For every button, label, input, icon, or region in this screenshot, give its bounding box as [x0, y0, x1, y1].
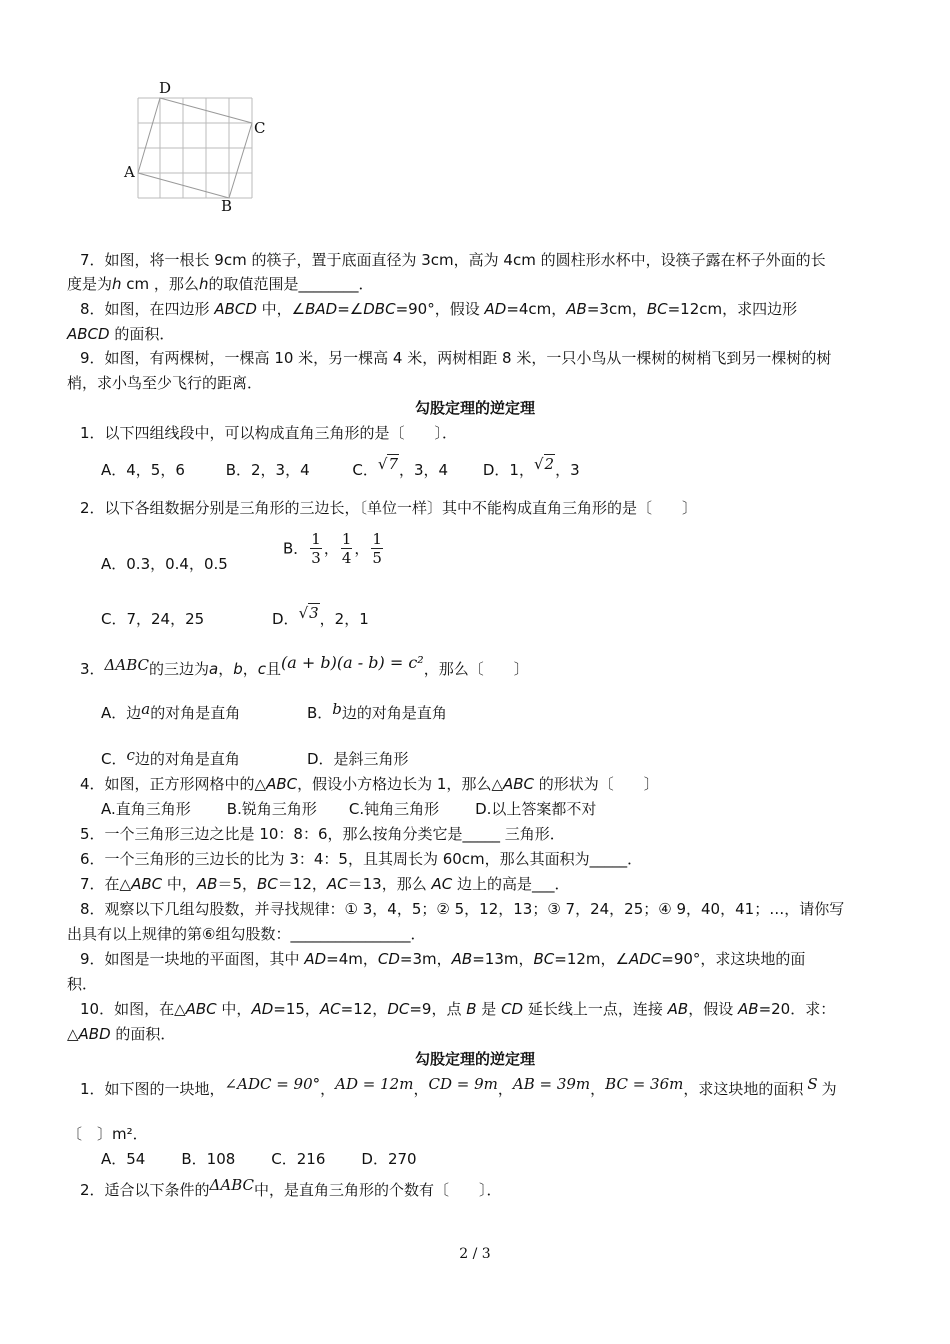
q7-line1: 7．如图，将一根长 9cm 的筷子，置于底面直径为 3cm，高为 4cm 的圆柱形水杯中，设筷子露在杯子外面的长 [80, 251, 826, 269]
s1-q4-stem: 4．如图，正方形网格中的△ABC，假设小方格边长为 1，那么△ABC 的形状为〔 〕 [80, 775, 659, 793]
s2-q1-line1: 1．如下图的一块地，∠ADC = 90°，AD = 12m，CD = 9m，AB = 39m，BC = 36m，求这块地的面积 S 为 [80, 1075, 837, 1098]
q9-line1: 9．如图，有两棵树，一棵高 10 米，另一棵高 4 米，两树相距 8 米，一只小鸟从一棵树的树梢飞到另一棵树的树 [80, 349, 832, 367]
s1-q2-stem: 2．以下各组数据分别是三角形的三边长，〔单位一样〕其中不能构成直角三角形的是〔 〕 [80, 499, 698, 517]
s2-q1-options: A．54 B．108 C．216 D．270 [101, 1150, 417, 1168]
q8-line1: 8．如图，在四边形 ABCD 中，∠BAD=∠DBC=90°，假设 AD=4cm，AB=3cm，BC=12cm，求四边形 [80, 300, 798, 318]
s1-q9-line1: 9．如图是一块地的平面图，其中 AD=4m，CD=3m，AB=13m，BC=12m，∠ADC=90°，求这块地的面 [80, 950, 806, 968]
label-d: D [159, 79, 172, 97]
s1-q8-line2: 出具有以上规律的第⑥组勾股数：________________． [67, 925, 426, 943]
s1-q8-line1: 8．观察以下几组勾股数，并寻找规律：① 3，4，5；② 5，12，13；③ 7，24，25；④ 9，40，41；…，请你写 [80, 900, 845, 918]
page-number: 2 / 3 [459, 1246, 491, 1262]
label-a: A [124, 163, 135, 181]
s1-q1-stem: 1．以下四组线段中，可以构成直角三角形的是〔 〕． [80, 424, 458, 442]
q8-line2: ABCD 的面积． [67, 325, 175, 343]
q9-line2: 梢，求小鸟至少飞行的距离． [67, 374, 263, 392]
s1-q1-options: A．4，5，6 B．2，3，4 C．√7，3，4 D．1，√2，3 [101, 455, 580, 479]
s1-q7: 7．在△ABC 中，AB＝5，BC＝12，AC＝13，那么 AC 边上的高是___． [80, 875, 570, 893]
s1-q9-line2: 积． [67, 975, 98, 993]
section1-title: 勾股定理的逆定理 [414, 399, 535, 417]
s1-q2-optD: D．√3，2，1 [272, 604, 369, 628]
s1-q6: 6．一个三角形的三边长的比为 3：4：5，且其周长为 60cm，那么其面积为_____． [80, 850, 643, 868]
s1-q3-optB: B．b边的对角是直角 [307, 700, 447, 722]
s1-q3-optA: A．边a的对角是直角 [101, 700, 241, 722]
s1-q10-line1: 10．如图，在△ABC 中，AD=15，AC=12，DC=9，点 B 是 CD 延长线上一点，连接 AB，假设 AB=20．求： [80, 1000, 836, 1018]
label-c: C [254, 119, 266, 137]
s2-q2-stem: 2．适合以下条件的ΔABC中，是直角三角形的个数有〔 〕． [80, 1176, 502, 1199]
grid-figure [0, 0, 300, 220]
s1-q2-optC: C．7，24，25 [101, 610, 205, 628]
section2-title: 勾股定理的逆定理 [414, 1050, 535, 1068]
s1-q10-line2: △ABD 的面积． [67, 1025, 176, 1043]
s1-q5: 5．一个三角形三边之比是 10：8：6，那么按角分类它是_____ 三角形． [80, 825, 565, 843]
s1-q3-optC: C．c边的对角是直角 [101, 746, 240, 768]
s1-q2-optB: B． $\frac{1}{3}$ ， $\frac{1}{4}$ ， $\frac{1}{5}$ [283, 530, 382, 567]
label-b: B [221, 197, 233, 215]
s1-q3-optD: D．是斜三角形 [307, 750, 409, 768]
s2-q1-line2: 〔 〕m²． [67, 1125, 148, 1143]
q7-line2: 度是为h cm ，那么h的取值范围是________． [67, 275, 374, 293]
s1-q3-stem: 3．ΔABC的三边为a，b，c且(a + b)(a - b) = c²，那么〔 〕 [80, 653, 529, 678]
s1-q2-optA: A．0.3，0.4，0.5 [101, 555, 228, 573]
s1-q4-options: A.直角三角形 B.锐角三角形 C.钝角三角形 D.以上答案都不对 [101, 800, 597, 818]
